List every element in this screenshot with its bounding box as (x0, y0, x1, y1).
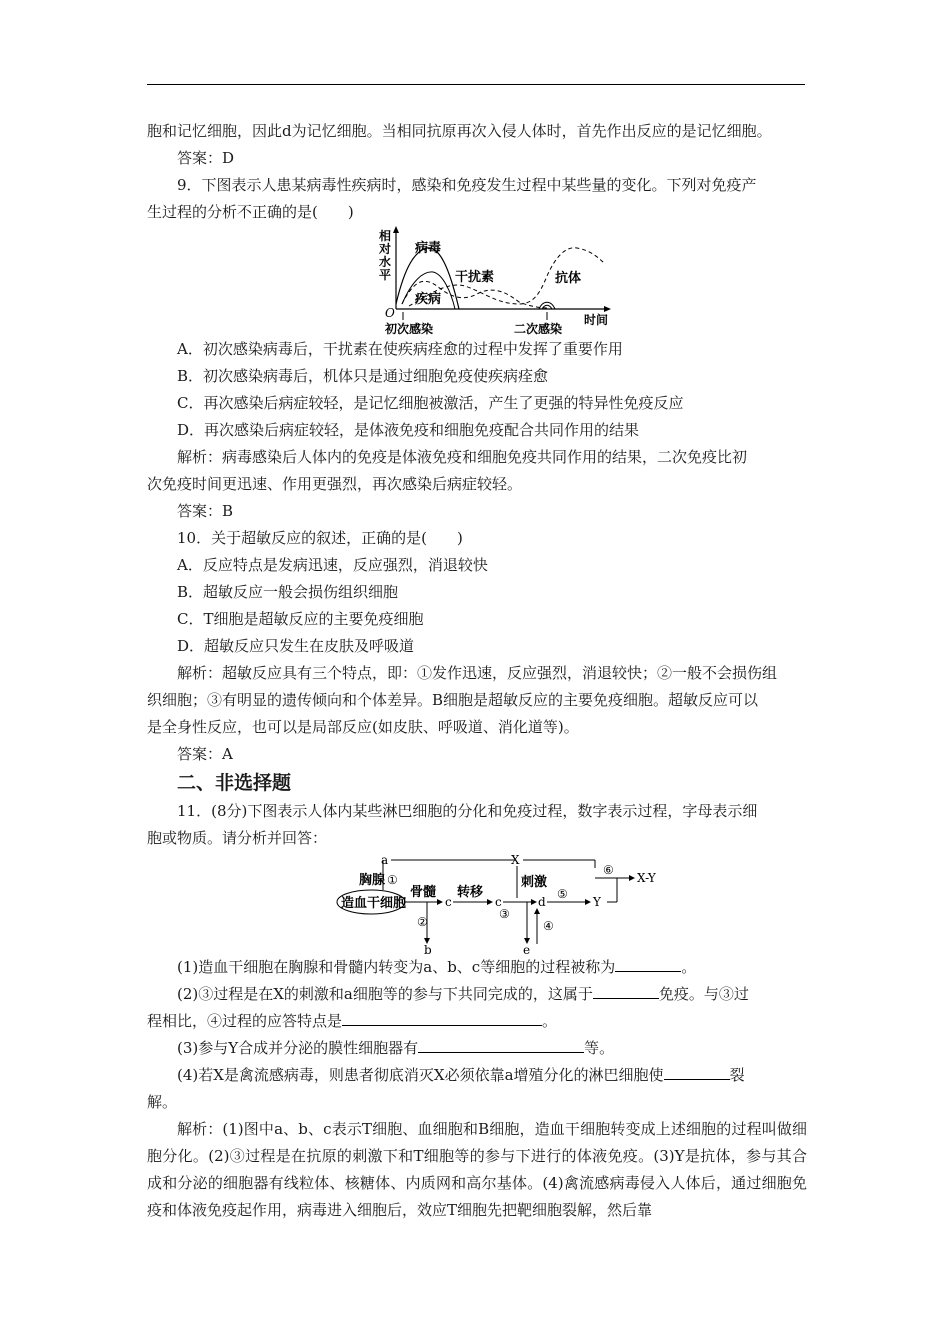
q9-explain-2: 次免疫时间更迅速、作用更强烈，再次感染后病症较轻。 (147, 475, 523, 493)
page-content (147, 118, 807, 1224)
X-label: X (511, 853, 520, 867)
interferon-label: 干扰素 (455, 270, 495, 285)
q11-part-4-b: 裂 (729, 1066, 745, 1084)
c-label: c (445, 895, 452, 909)
b-label: b (424, 943, 432, 957)
stimulate-label: 刺激 (521, 875, 548, 890)
q11-part-3 (147, 1035, 807, 1062)
q10-explain-1: 解析：超敏反应具有三个特点，即：①发作迅速，反应强烈，消退较快；②一般不会损伤组 (177, 664, 778, 682)
xy-label: X-Y (637, 871, 656, 885)
q9-option-b: B．初次感染病毒后，机体只是通过细胞免疫使疾病痊愈 (177, 367, 549, 385)
q9-answer: 答案：B (177, 502, 234, 520)
q11-stem-2: 胞或物质。请分析并回答： (147, 829, 328, 847)
q10-answer: 答案：A (177, 745, 233, 763)
step2-label: ② (417, 915, 428, 929)
q9-option-a: A．初次感染病毒后，干扰素在使疾病痊愈的过程中发挥了重要作用 (177, 340, 623, 358)
answer-blank-1[interactable] (615, 957, 681, 972)
answer-blank-5[interactable] (664, 1065, 730, 1080)
q10-option-d: D．超敏反应只发生在皮肤及呼吸道 (177, 637, 415, 655)
second-infection-label: 二次感染 (514, 322, 563, 336)
answer-8: 答案：D (177, 149, 235, 167)
answer-blank-2[interactable] (593, 984, 659, 999)
q11-stem-1: 11．(8分)下图表示人体内某些淋巴细胞的分化和免疫过程，数字表示过程，字母表示细 (177, 802, 758, 820)
q11-figure (147, 853, 807, 957)
q9-stem-2: 生过程的分析不正确的是( ) (147, 203, 354, 221)
q10-option-a: A．反应特点是发病迅速，反应强烈，消退较快 (177, 556, 488, 574)
transfer-label: 转移 (457, 885, 484, 900)
q11-part-3-end: 等。 (584, 1039, 615, 1057)
Y-label: Y (593, 895, 601, 909)
q11-part-2-end: 。 (542, 1012, 558, 1030)
a-label: a (381, 853, 389, 867)
ylabel-4: 平 (379, 268, 392, 282)
q9-stem-1: 9．下图表示人患某病毒性疾病时，感染和免疫发生过程中某些量的变化。下列对免疫产 (177, 176, 757, 194)
q9-figure (147, 226, 807, 336)
q10-option-b: B．超敏反应一般会损伤组织细胞 (177, 583, 399, 601)
q10-option-c: C．T细胞是超敏反应的主要免疫细胞 (177, 610, 424, 628)
x-axis-arrow (604, 306, 611, 312)
antibody-label: 抗体 (555, 271, 582, 286)
immune-curve-graph (147, 226, 807, 336)
first-infection-label: 初次感染 (385, 322, 434, 336)
stem-cell-label: 造血干细胞 (341, 896, 407, 911)
answer-blank-3[interactable] (342, 1011, 542, 1026)
d-label: d (538, 895, 546, 909)
q11-part-4-line1 (147, 1062, 807, 1089)
y-axis-arrow (393, 226, 399, 233)
q10-explain-3: 是全身性反应，也可以是局部反应(如皮肤、呼吸道、消化道等)。 (147, 718, 579, 736)
disease-label: 疾病 (415, 292, 442, 307)
answer-blank-4[interactable] (418, 1038, 584, 1053)
q10-explain-2: 织细胞；③有明显的遗传倾向和个体差异。B细胞是超敏反应的主要免疫细胞。超敏反应可以 (147, 691, 759, 709)
step6-label: ⑥ (603, 863, 614, 877)
step4-label: ④ (543, 919, 554, 933)
thymus-label: 胸腺 (359, 873, 386, 888)
q11-explanation: 解析：(1)图中a、b、c表示T细胞、血细胞和B细胞，造血干细胞转变成上述细胞的过程叫做细胞分化。(2)③过程是在抗原的刺激下和T细胞等的参与下进行的体液免疫。(3)Y是抗体，参与其合成和分泌的细胞器有线粒体、核糖体、内质网和高尔基体。(4)禽流感病毒侵入人体后，通过细胞免疫和体液免疫起作用，病毒进入细胞后，效应T细胞先把靶细胞裂解，然后靠 (147, 1120, 807, 1219)
q11-part-2-c: 程相比，④过程的应答特点是 (147, 1012, 343, 1030)
virus-label: 病毒 (415, 241, 442, 256)
e-label: e (523, 943, 531, 957)
ylabel-1: 相 (379, 229, 392, 243)
step5-label: ⑤ (557, 887, 568, 901)
step3-label: ③ (499, 907, 510, 921)
q11-part-4-a: (4)若X是禽流感病毒，则患者彻底消灭X必须依靠a增殖分化的淋巴细胞使 (177, 1066, 664, 1084)
ylabel-2: 对 (379, 242, 392, 256)
q11-part-1-end: 。 (681, 958, 697, 976)
q11-part-1 (147, 954, 807, 981)
q10-stem: 10．关于超敏反应的叙述，正确的是( ) (177, 529, 463, 547)
q11-part-2-a: (2)③过程是在X的刺激和a细胞等的参与下共同完成的，这属于 (177, 985, 593, 1003)
bone-label: 骨髓 (410, 885, 437, 900)
q9-option-d: D．再次感染后病症较轻，是体液免疫和细胞免疫配合共同作用的结果 (177, 421, 640, 439)
c2-label: c (495, 895, 502, 909)
ylabel-3: 水 (379, 255, 392, 269)
q11-part-1-text: (1)造血干细胞在胸腺和骨髓内转变为a、b、c等细胞的过程被称为 (177, 958, 616, 976)
q11-part-2-b: 免疫。与③过 (658, 985, 749, 1003)
lymphocyte-diagram (147, 853, 807, 957)
q11-part-2-line1 (147, 981, 807, 1008)
q9-explain-1: 解析：病毒感染后人体内的免疫是体液免疫和细胞免疫共同作用的结果，二次免疫比初 (177, 448, 748, 466)
origin-label: O (385, 306, 395, 320)
section-heading: 二、非选择题 (177, 772, 292, 794)
step1-label: ① (387, 873, 398, 887)
q11-part-3-text: (3)参与Y合成并分泌的膜性细胞器有 (177, 1039, 419, 1057)
time-label: 时间 (584, 313, 609, 327)
header-rule (147, 84, 805, 85)
q11-part-4-line2: 解。 (147, 1093, 178, 1111)
continued-text: 胞和记忆细胞，因此d为记忆细胞。当相同抗原再次入侵人体时，首先作出反应的是记忆细胞。 (147, 122, 772, 140)
q9-option-c: C．再次感染后病症较轻，是记忆细胞被激活，产生了更强的特异性免疫反应 (177, 394, 684, 412)
q11-part-2-line2 (147, 1008, 807, 1035)
